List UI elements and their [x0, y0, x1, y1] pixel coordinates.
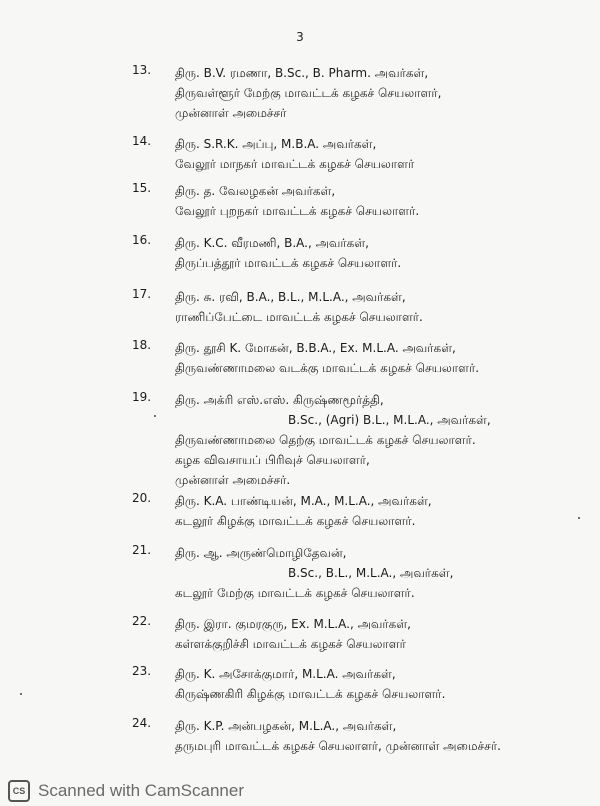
entry-line: கடலூர் மேற்கு மாவட்டக் கழகச் செயலாளர்.: [175, 586, 415, 600]
entry-number: 18.: [132, 338, 152, 352]
entry-line: திரு. B.V. ரமணா, B.Sc., B. Pharm. அவர்கள்,: [175, 66, 429, 80]
entry-line: முன்னாள் அமைச்சர்.: [175, 473, 291, 487]
entry-number: 23.: [132, 664, 152, 678]
entry-line: ராணிப்பேட்டை மாவட்டக் கழகச் செயலாளர்.: [175, 310, 423, 324]
entry-line: B.Sc., (Agri) B.L., M.L.A., அவர்கள்,: [288, 413, 491, 427]
entry-line: B.Sc., B.L., M.L.A., அவர்கள்,: [288, 566, 454, 580]
entry-line: திருப்பத்தூர் மாவட்டக் கழகச் செயலாளர்.: [175, 256, 402, 270]
entry-line: திரு. K. அசோக்குமார், M.L.A. அவர்கள்,: [175, 667, 396, 681]
entry-line: வேலூர் மாநகர் மாவட்டக் கழகச் செயலாளர்: [175, 157, 415, 171]
watermark-text: Scanned with CamScanner: [38, 781, 245, 800]
entry-line: வேலூர் புறநகர் மாவட்டக் கழகச் செயலாளர்.: [175, 204, 420, 218]
entry-number: 15.: [132, 181, 152, 195]
entry-number: 21.: [132, 543, 152, 557]
entry-line: கழக விவசாயப் பிரிவுச் செயலாளர்,: [175, 453, 370, 467]
page-number: 3: [296, 30, 304, 44]
entry-line: திரு. ஆ. அருண்மொழிதேவன்,: [175, 546, 347, 560]
entry-number: 22.: [132, 614, 152, 628]
entry-line: முன்னாள் அமைச்சர்: [175, 106, 287, 120]
entry-number: 17.: [132, 287, 152, 301]
entry-number: 20.: [132, 491, 152, 505]
entry-line: திருவண்ணாமலை தெற்கு மாவட்டக் கழகச் செயலாளர்.: [175, 433, 476, 447]
entry-line: கள்ளக்குறிச்சி மாவட்டக் கழகச் செயலாளர்: [175, 637, 406, 651]
entry-line: திரு. அக்ரி எஸ்.எஸ். கிருஷ்ணமூர்த்தி,: [175, 393, 384, 407]
entry-line: திரு. S.R.K. அப்பு, M.B.A. அவர்கள்,: [175, 137, 377, 151]
entry-line: திரு. K.A. பாண்டியன், M.A., M.L.A., அவர்கள்,: [175, 494, 432, 508]
scanner-watermark: [0, 776, 600, 806]
entry-number: 24.: [132, 716, 152, 730]
entry-line: திரு. தூசி K. மோகன், B.B.A., Ex. M.L.A. அவர்கள்,: [175, 341, 456, 355]
entry-line: திருவண்ணாமலை வடக்கு மாவட்டக் கழகச் செயலாளர்.: [175, 361, 480, 375]
camscanner-logo-icon: CS: [8, 780, 30, 802]
entry-line: கிருஷ்ணகிரி கிழக்கு மாவட்டக் கழகச் செயலாளர்.: [175, 687, 446, 701]
entry-line: திரு. சு. ரவி, B.A., B.L., M.L.A., அவர்கள்,: [175, 290, 406, 304]
entry-line: திரு. K.C. வீரமணி, B.A., அவர்கள்,: [175, 236, 369, 250]
entry-number: 14.: [132, 134, 152, 148]
entry-line: திரு. K.P. அன்பழகன், M.L.A., அவர்கள்,: [175, 719, 397, 733]
entry-line: தருமபுரி மாவட்டக் கழகச் செயலாளர், முன்னாள் அமைச்சர்.: [175, 739, 501, 753]
entry-line: திரு. த. வேலழகன் அவர்கள்,: [175, 184, 336, 198]
scan-speck: [578, 517, 580, 519]
entry-line: திரு. இரா. குமரகுரு, Ex. M.L.A., அவர்கள்,: [175, 617, 411, 631]
entry-number: 16.: [132, 233, 152, 247]
entry-line: கடலூர் கிழக்கு மாவட்டக் கழகச் செயலாளர்.: [175, 514, 416, 528]
scan-speck: [20, 693, 22, 695]
entry-line: திருவள்ளூர் மேற்கு மாவட்டக் கழகச் செயலாளர்,: [175, 86, 442, 100]
entry-number: 19.: [132, 390, 152, 404]
entry-number: 13.: [132, 63, 152, 77]
scan-speck: [154, 415, 156, 417]
